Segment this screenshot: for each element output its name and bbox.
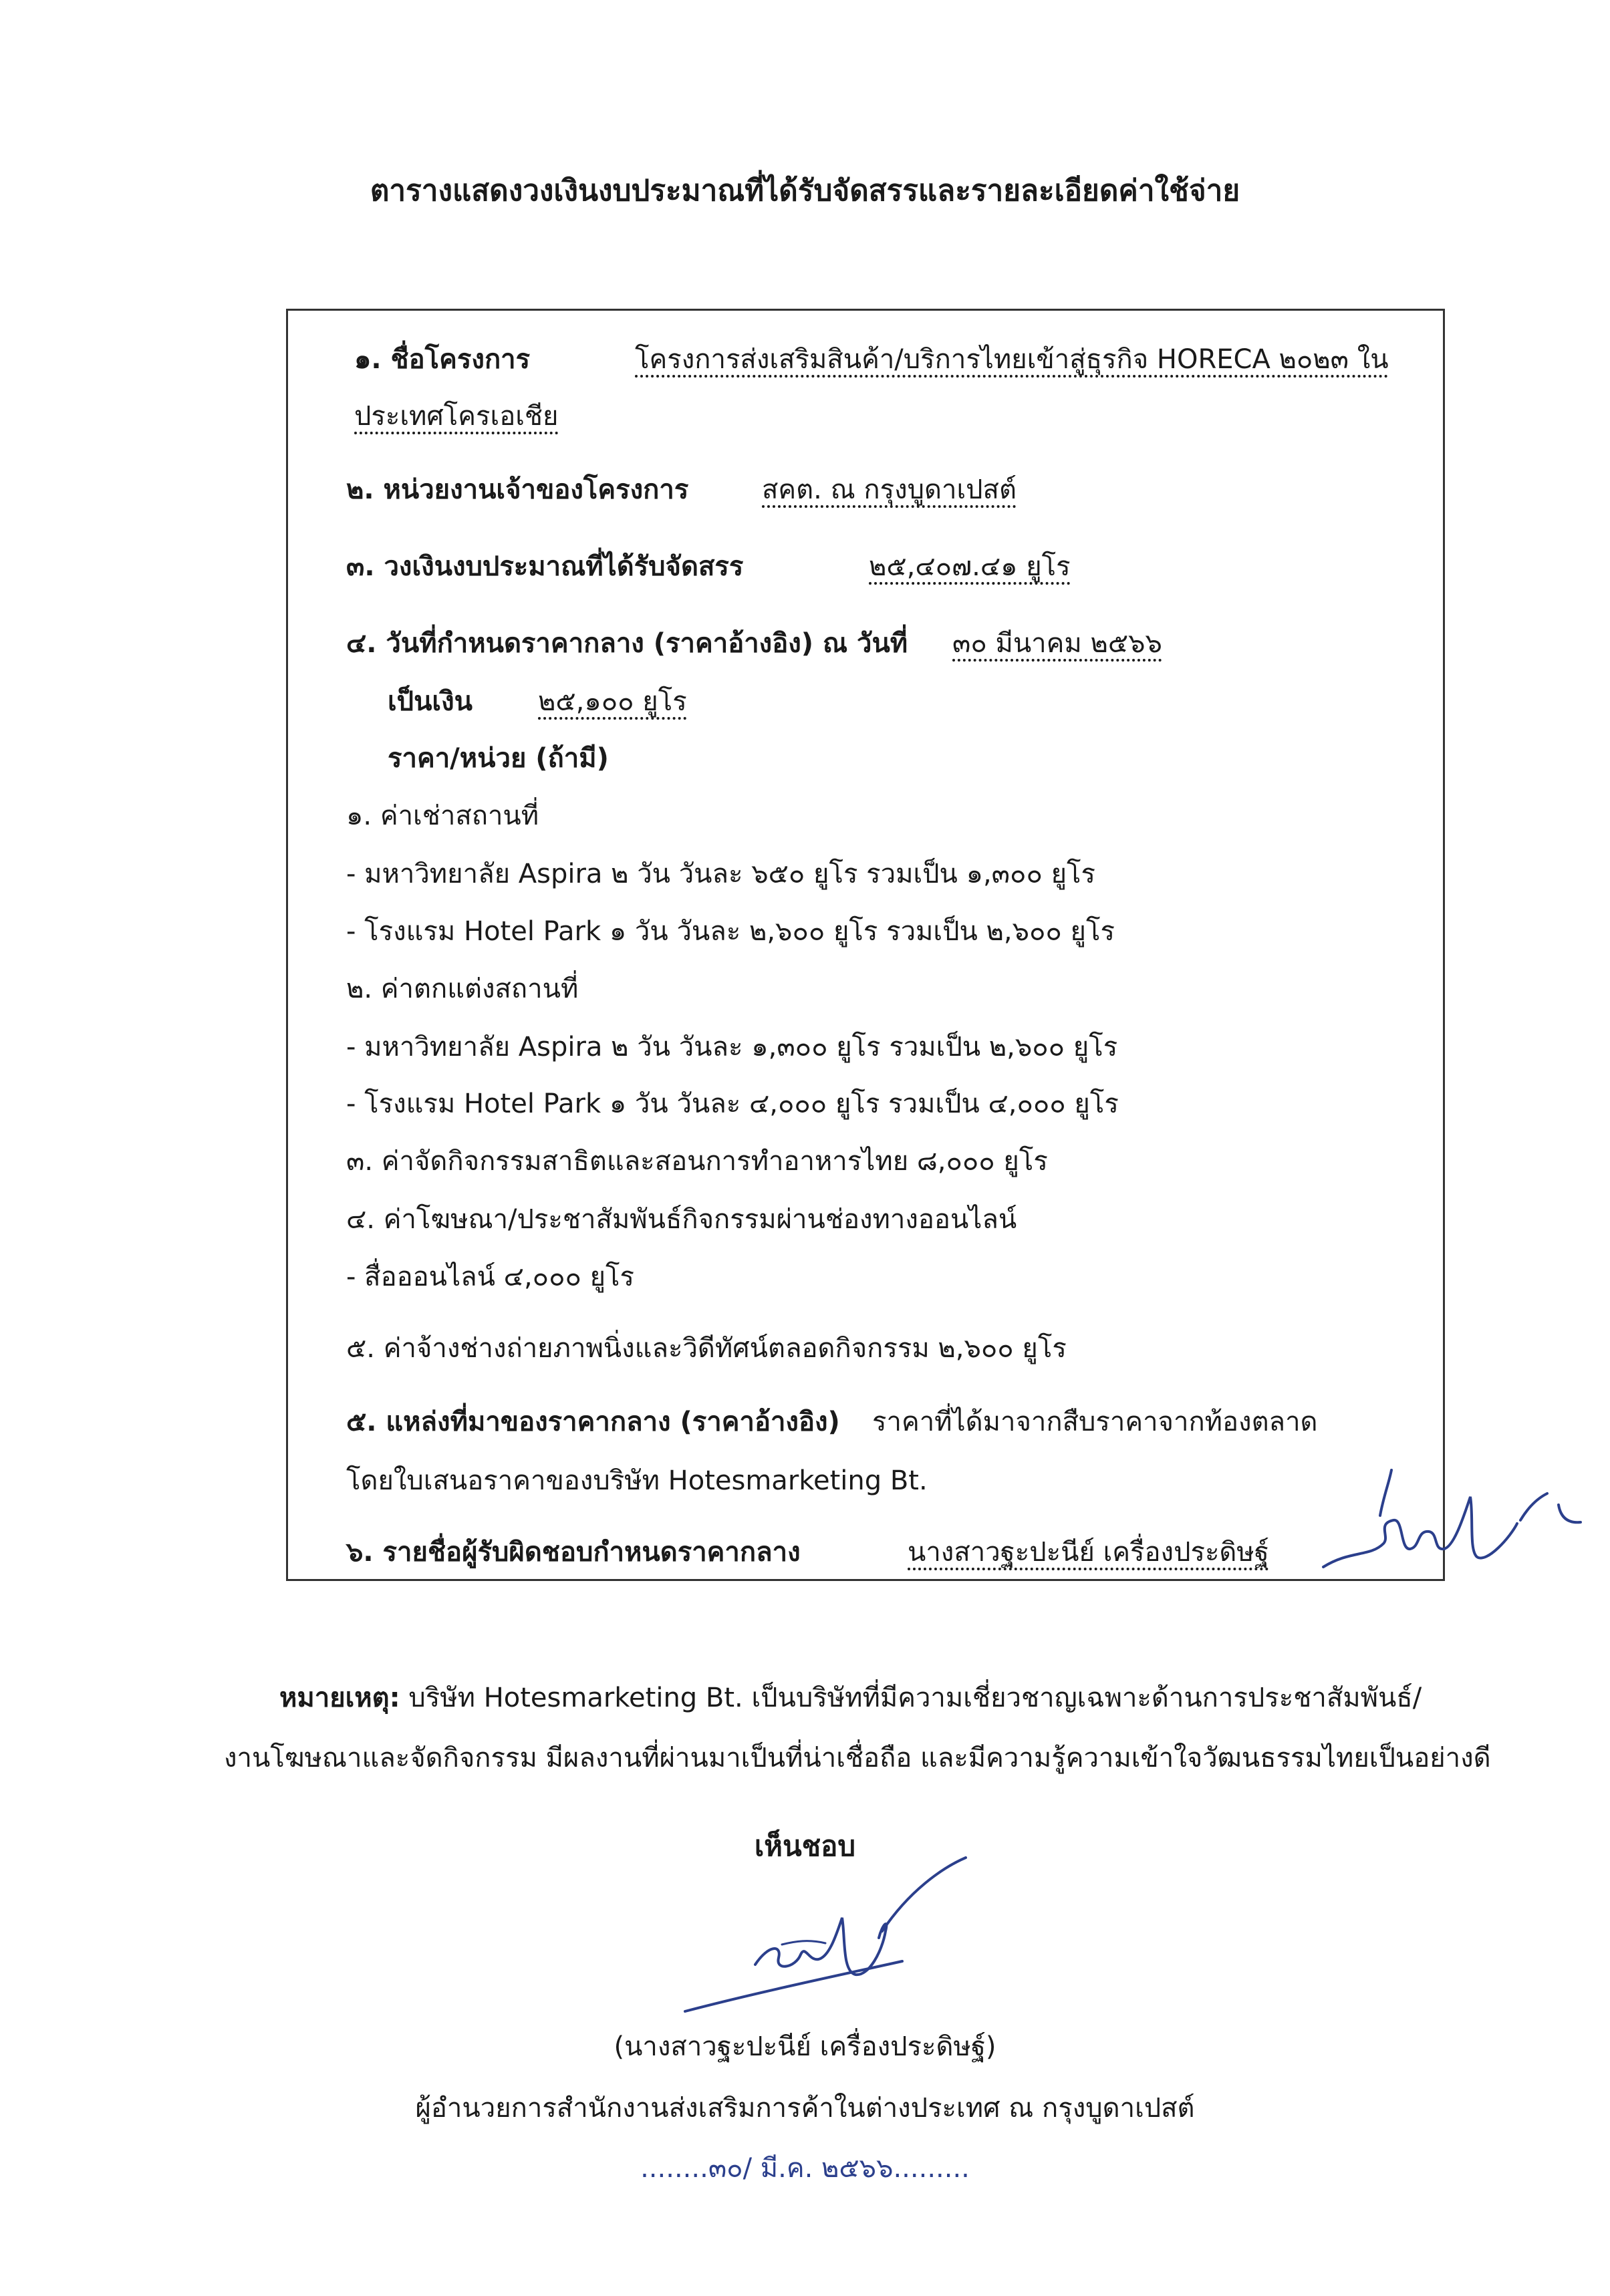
project-name-value-b: ประเทศโครเอเชีย: [354, 401, 559, 432]
amount-value: ๒๕,๑๐๐ ยูโร: [538, 686, 687, 717]
responsible-person-value: นางสาวฐะปะนีย์ เครื่องประดิษฐ์: [908, 1537, 1269, 1568]
detail-line: - สื่อออนไลน์ ๔,๐๐๐ ยูโร: [346, 1262, 635, 1292]
detail-line: ๑. ค่าเช่าสถานที่: [346, 801, 539, 831]
approver-name: (นางสาวฐะปะนีย์ เครื่องประดิษฐ์): [614, 2031, 996, 2062]
approval-heading: เห็นชอบ: [754, 1830, 856, 1862]
price-source-value-b: โดยใบเสนอราคาของบริษัท Hotesmarketing Bt.: [346, 1465, 928, 1496]
price-source-value-a: ราคาที่ได้มาจากสืบราคาจากท้องตลาด: [872, 1407, 1318, 1437]
budget-allocated-label: ๓. วงเงินงบประมาณที่ได้รับจัดสรร: [346, 551, 744, 582]
detail-line: ๕. ค่าจ้างช่างถ่ายภาพนิ่งและวิดีทัศน์ตลอดกิจกรรม ๒,๖๐๐ ยูโร: [346, 1333, 1067, 1364]
note-label: หมายเหตุ:: [279, 1683, 400, 1713]
detail-line: - มหาวิทยาลัย Aspira ๒ วัน วันละ ๑,๓๐๐ ยูโร รวมเป็น ๒,๖๐๐ ยูโร: [346, 1032, 1118, 1062]
approver-position: ผู้อำนวยการสำนักงานส่งเสริมการค้าในต่างประเทศ ณ กรุงบูดาเปสต์: [415, 2093, 1195, 2124]
owner-agency-value: สคต. ณ กรุงบูดาเปสต์: [762, 474, 1017, 505]
approval-signature: [682, 1844, 982, 2018]
detail-line: ๒. ค่าตกแต่งสถานที่: [346, 974, 579, 1004]
responsible-person-label: ๖. รายชื่อผู้รับผิดชอบกำหนดราคากลาง: [346, 1537, 801, 1568]
approval-date: ........๓๐/ มี.ค. ๒๕๖๖.........: [640, 2153, 970, 2184]
note-text-1: บริษัท Hotesmarketing Bt. เป็นบริษัทที่มีความเชี่ยวชาญเฉพาะด้านการประชาสัมพันธ์/: [408, 1683, 1422, 1713]
reference-price-date-label: ๔. วันที่กำหนดราคากลาง (ราคาอ้างอิง) ณ วันที่: [346, 628, 908, 659]
budget-allocated-value: ๒๕,๔๐๗.๔๑ ยูโร: [869, 551, 1071, 582]
note-line-2: งานโฆษณาและจัดกิจกรรม มีผลงานที่ผ่านมาเป็นที่น่าเชื่อถือ และมีความรู้ความเข้าใจวัฒนธรรมไทยเป็นอย่างดี: [224, 1743, 1491, 1773]
price-source-label: ๕. แหล่งที่มาของราคากลาง (ราคาอ้างอิง): [346, 1407, 840, 1437]
initial-signature: [1310, 1457, 1591, 1590]
detail-line: - มหาวิทยาลัย Aspira ๒ วัน วันละ ๖๕๐ ยูโร รวมเป็น ๑,๓๐๐ ยูโร: [346, 859, 1095, 889]
detail-line: ๓. ค่าจัดกิจกรรมสาธิตและสอนการทำอาหารไทย ๘,๐๐๐ ยูโร: [346, 1146, 1048, 1177]
document-title: ตารางแสดงวงเงินงบประมาณที่ได้รับจัดสรรและรายละเอียดค่าใช้จ่าย: [370, 174, 1240, 208]
project-name-label: ๑. ชื่อโครงการ: [354, 344, 531, 375]
detail-line: - โรงแรม Hotel Park ๑ วัน วันละ ๒,๖๐๐ ยูโร รวมเป็น ๒,๖๐๐ ยูโร: [346, 916, 1115, 947]
note-line-1: [279, 1676, 1422, 1719]
project-name-value-a: โครงการส่งเสริมสินค้า/บริการไทยเข้าสู่ธุรกิจ HORECA ๒๐๒๓ ใน: [635, 344, 1389, 375]
owner-agency-label: ๒. หน่วยงานเจ้าของโครงการ: [346, 474, 689, 505]
detail-line: - โรงแรม Hotel Park ๑ วัน วันละ ๔,๐๐๐ ยูโร รวมเป็น ๔,๐๐๐ ยูโร: [346, 1089, 1119, 1119]
amount-label: เป็นเงิน: [388, 686, 473, 717]
unit-price-label: ราคา/หน่วย (ถ้ามี): [388, 743, 609, 774]
detail-line: ๔. ค่าโฆษณา/ประชาสัมพันธ์กิจกรรมผ่านช่องทางออนไลน์: [346, 1204, 1017, 1235]
reference-price-date-value: ๓๐ มีนาคม ๒๕๖๖: [952, 628, 1162, 659]
